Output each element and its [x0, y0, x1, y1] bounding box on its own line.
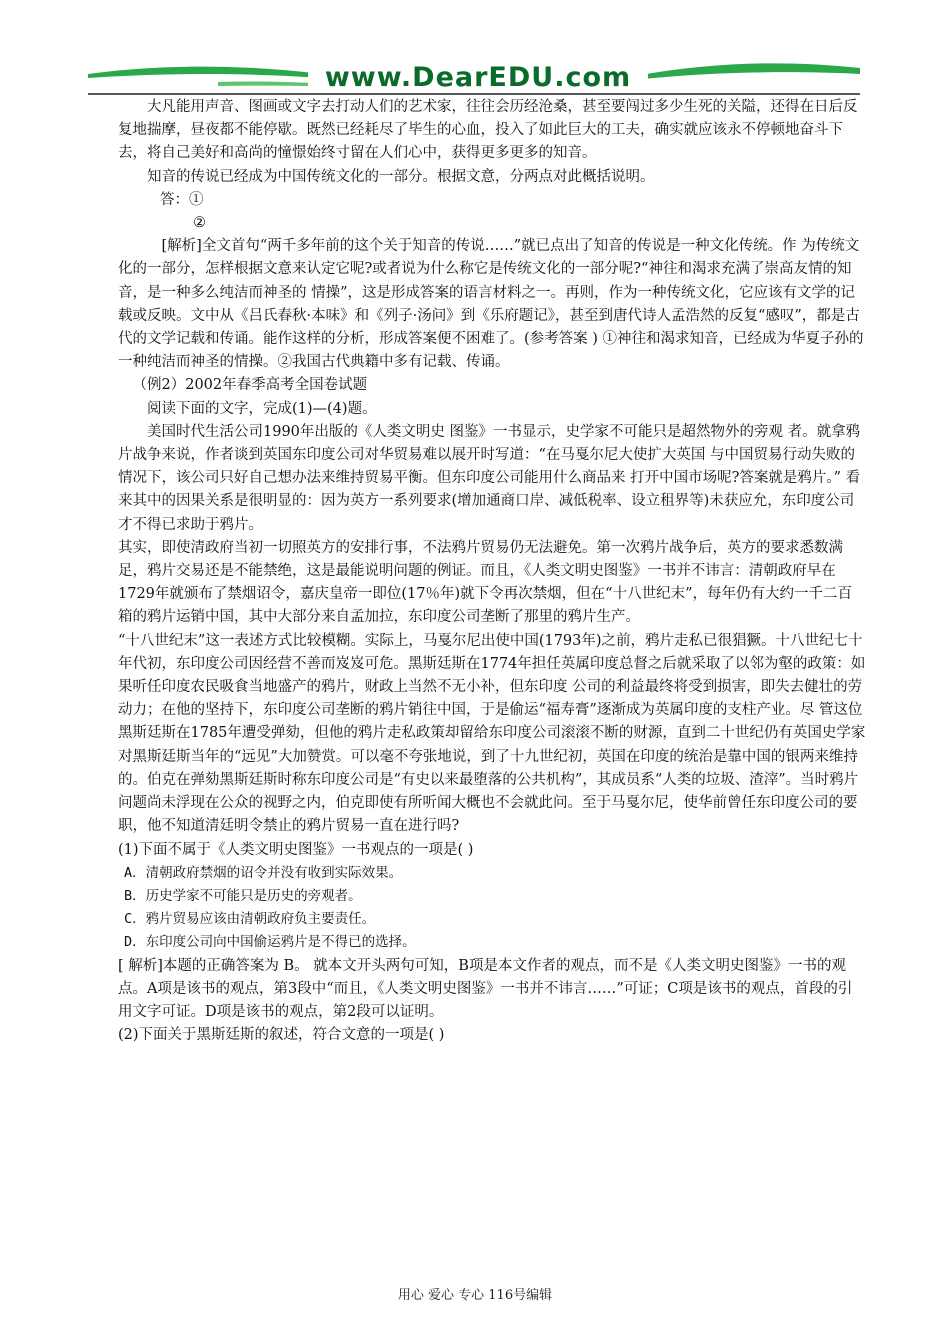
reading-instruction: 阅读下面的文字，完成(1)—(4)题。: [147, 400, 377, 417]
answer-line-2: ②: [193, 215, 206, 232]
passage-paragraph: 大凡能用声音、图画或文字去打动人们的艺术家，往往会历经沧桑，甚至要闯过多少生死的关隘，还得在日后反复地揣摩，昼夜都不能停歇。既然已经耗尽了毕生的心血，投入了如此巨大的工夫，确实就应该永不停顿地奋斗下去，将自己美好和高尚的憧憬始终寸留在人们心中，获得更多更多的知音。: [118, 99, 858, 162]
option-c: C．鸦片贸易应该由清朝政府负主要责任。: [124, 911, 376, 928]
option-a: A．清朝政府禁烟的诏令并没有收到实际效果。: [124, 864, 403, 881]
question-1: (1)下面不属于《人类文明史图鉴》一书观点的一项是( ): [118, 841, 474, 858]
question-prompt: 知音的传说已经成为中国传统文化的一部分。根据文意，分两点对此概括说明。: [147, 168, 655, 185]
option-b: B．历史学家不可能只是历史的旁观者。: [124, 887, 362, 904]
document-body: [118, 96, 866, 1047]
page-footer: 用心 爱心 专心 116号编辑: [397, 1288, 553, 1303]
analysis-paragraph: [解析]全文首句“两千多年前的这个关于知音的传说……”就已点出了知音的传说是一种文化传统。作 为传统文化的一部分，怎样根据文意来认定它呢?或者说为什么称它是传统文化的一部分呢?“神往和渴求充满了崇高友情的知音，是一种多么纯洁而神圣的 情操”，这是形成答案的语言材料之一。再则，作为一种传统文化，它应该有文学的记载或反映。文中从《吕氏春秋·本味》和《列子·汤问》到《乐府题记》，甚至到唐代诗人孟浩然的反复“感叹”，都是古代的文学记载和传诵。能作这样的分析，形成答案便不困难了。(参考答案 ) ①神往和渴求知音，已经成为华夏子孙的一种纯洁而神圣的情操。②我国古代典籍中多有记载、传诵。: [118, 238, 864, 371]
question-2: (2)下面关于黑斯廷斯的叙述，符合文意的一项是( ): [118, 1027, 445, 1044]
example-heading: （例2）2002年春季高考全国卷试题: [132, 377, 368, 394]
question-1-analysis: [ 解析]本题的正确答案为 B。 就本文开头两句可知，B项是本文作者的观点，而不是《人类文明史图鉴》一书的观点。A项是该书的观点，第3段中“而且，《人类文明史图鉴》一书并不讳言……”可证；C项是该书的观点，首段的引用文字可证。D项是该书的观点，第2段可以证明。: [118, 957, 853, 1020]
answer-line-1: 答：①: [160, 191, 204, 208]
site-logo[interactable]: www.DearEDU.com: [308, 62, 648, 93]
article-paragraph-3: “十八世纪末”这一表述方式比较模糊。实际上，马戛尔尼出使中国(1793年)之前，鸦片走私已很猖獗。十八世纪七十年代初，东印度公司因经营不善而岌岌可危。黑斯廷斯在1774年担任英属印度总督之后就采取了以邻为壑的政策：如果听任印度农民吸食当地盛产的鸦片，财政上当然不无小补，但东印度 公司的利益最终将受到损害，即失去健壮的劳动力；在他的坚持下，东印度公司垄断的鸦片销往中国，于是偷运“福寿膏”逐渐成为英属印度的支柱产业。尽 管这位黑斯廷斯在1785年遭受弹劾，但他的鸦片走私政策却留给东印度公司滚滚不断的财源，直到二十世纪仍有英国史学家对黑斯廷斯当年的“远见”大加赞赏。可以毫不夸张地说，到了十九世纪初，英国在印度的统治是靠中国的银两来维持的。伯克在弹劾黑斯廷斯时称东印度公司是“有史以来最堕落的公共机构”，其成员系“人类的垃圾、渣滓”。当时鸦片问题尚未浮现在公众的视野之内，伯克即使有所听闻大概也不会就此问。至于马戛尔尼，使华前曾任东印度公司的要职，他不知道清廷明令禁止的鸦片贸易一直在进行吗?: [118, 632, 866, 835]
article-paragraph-2: 其实，即使清政府当初一切照英方的安排行事，不法鸦片贸易仍无法避免。第一次鸦片战争后，英方的要求悉数满足，鸦片交易还是不能禁绝，这是最能说明问题的例证。而且，《人类文明史图鉴》一书并不讳言：清朝政府早在1729年就颁布了禁烟诏令，嘉庆皇帝一即位(17％年)就下令再次禁烟，但在“十八世纪末”，每年仍有大约一千二百箱的鸦片运销中国，其中大部分来自孟加拉，东印度公司垄断了那里的鸦片生产。: [118, 539, 852, 626]
option-d: D．东印度公司向中国偷运鸦片是不得已的选择。: [124, 934, 416, 951]
article-paragraph-1: 美国时代生活公司1990年出版的《人类文明史 图鉴》一书显示，史学家不可能只是超然物外的旁观 者。就拿鸦片战争来说，作者谈到英国东印度公司对华贸易难以展开时写道：“在马戛尔尼大使扩大英国 与中国贸易行动失败的情况下，该公司只好自己想办法来维持贸易平衡。但东印度公司能用什么商品来 打开中国市场呢?答案就是鸦片。” 看来其中的因果关系是很明显的：因为英方一系列要求(增加通商口岸、减低税率、设立租界等)未获应允，东印度公司才不得已求助于鸦片。: [118, 423, 861, 533]
